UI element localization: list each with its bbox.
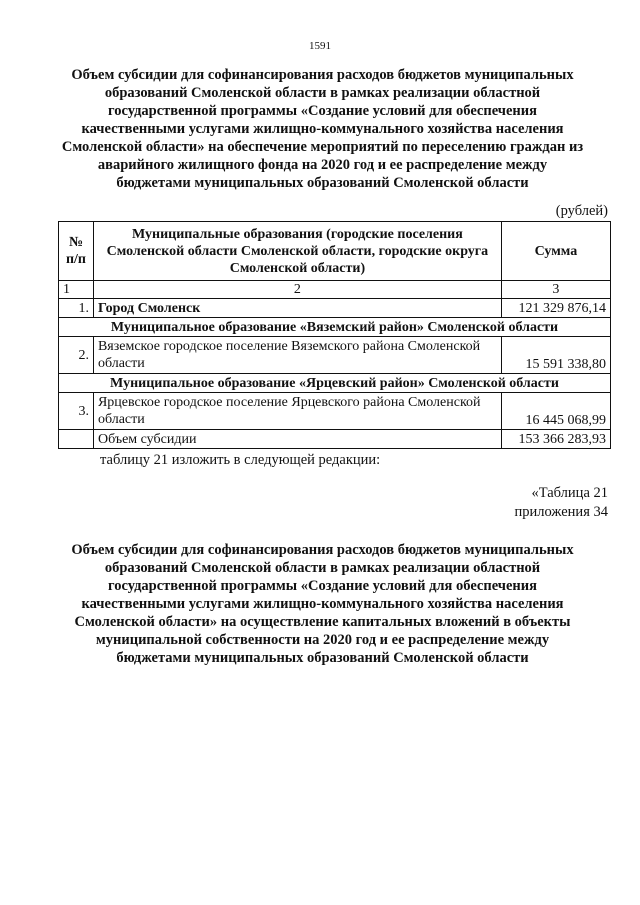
column-index-row (59, 281, 611, 299)
subsidy-amount: 16 445 068,99 (501, 393, 610, 430)
table-reference-line-1: «Таблица 21 (531, 485, 608, 501)
total-label: Объем субсидии (93, 430, 501, 449)
heading-2-line: бюджетами муниципальных образований Смоленской области (116, 650, 529, 666)
heading-2-line: Смоленской области» на осуществление капитальных вложений в объекты (74, 614, 571, 630)
group-header-row (59, 318, 611, 337)
group-header-yartsevo: Муниципальное образование «Ярцевский район» Смоленской области (59, 374, 611, 393)
heading-2-line: государственной программы «Создание условий для обеспечения (108, 578, 537, 594)
subsidy-amount: 121 329 876,14 (501, 299, 610, 318)
heading-1-line: Объем субсидии для софинансирования расходов бюджетов муниципальных (71, 67, 574, 83)
table-reference (515, 484, 608, 522)
row-number: 1. (59, 299, 94, 318)
heading-2-line: муниципальной собственности на 2020 год и ее распределение между (95, 632, 550, 648)
heading-1-line: аварийного жилищного фонда на 2020 год и ее распределение между (97, 157, 548, 173)
group-header-row (59, 374, 611, 393)
row-number: 2. (59, 337, 94, 374)
subsidy-amount: 15 591 338,80 (501, 337, 610, 374)
total-row (59, 430, 611, 449)
document-heading-1 (40, 66, 605, 192)
table-row (59, 299, 611, 318)
amendment-instruction: таблицу 21 изложить в следующей редакции: (100, 452, 381, 468)
total-num-empty (59, 430, 94, 449)
heading-1-line: бюджетами муниципальных образований Смоленской области (116, 175, 529, 191)
table-reference-line-2: приложения 34 (514, 504, 608, 520)
column-index-1: 1 (59, 281, 94, 299)
group-header-vyazemsky: Муниципальное образование «Вяземский район» Смоленской области (59, 318, 611, 337)
header-sum: Сумма (501, 222, 610, 281)
column-index-3: 3 (501, 281, 610, 299)
heading-1-line: государственной программы «Создание условий для обеспечения (108, 103, 537, 119)
heading-2-line: образований Смоленской области в рамках реализации областной (104, 560, 541, 576)
subsidy-table (58, 221, 611, 449)
header-num: № п/п (59, 222, 94, 281)
heading-1-line: Смоленской области» на обеспечение мероприятий по переселению граждан из (61, 139, 584, 155)
currency-unit-label: (рублей) (555, 203, 608, 219)
table-row (59, 393, 611, 430)
column-index-2: 2 (93, 281, 501, 299)
heading-2-line: качественными услугами жилищно-коммунального хозяйства населения (81, 596, 564, 612)
document-heading-2 (40, 541, 605, 667)
heading-1-line: качественными услугами жилищно-коммунального хозяйства населения (81, 121, 564, 137)
municipality-name: Город Смоленск (93, 299, 501, 318)
heading-2-line: Объем субсидии для софинансирования расходов бюджетов муниципальных (71, 542, 574, 558)
total-amount: 153 366 283,93 (501, 430, 610, 449)
header-name: Муниципальные образования (городские поселения Смоленской области Смоленской области, городские округа Смоленской области) (93, 222, 501, 281)
row-number: 3. (59, 393, 94, 430)
table-row (59, 337, 611, 374)
page-number: 1591 (309, 40, 331, 52)
municipality-name: Вяземское городское поселение Вяземского района Смоленской области (93, 337, 501, 374)
heading-1-line: образований Смоленской области в рамках реализации областной (104, 85, 541, 101)
table-header-row (59, 222, 611, 281)
municipality-name: Ярцевское городское поселение Ярцевского района Смоленской области (93, 393, 501, 430)
